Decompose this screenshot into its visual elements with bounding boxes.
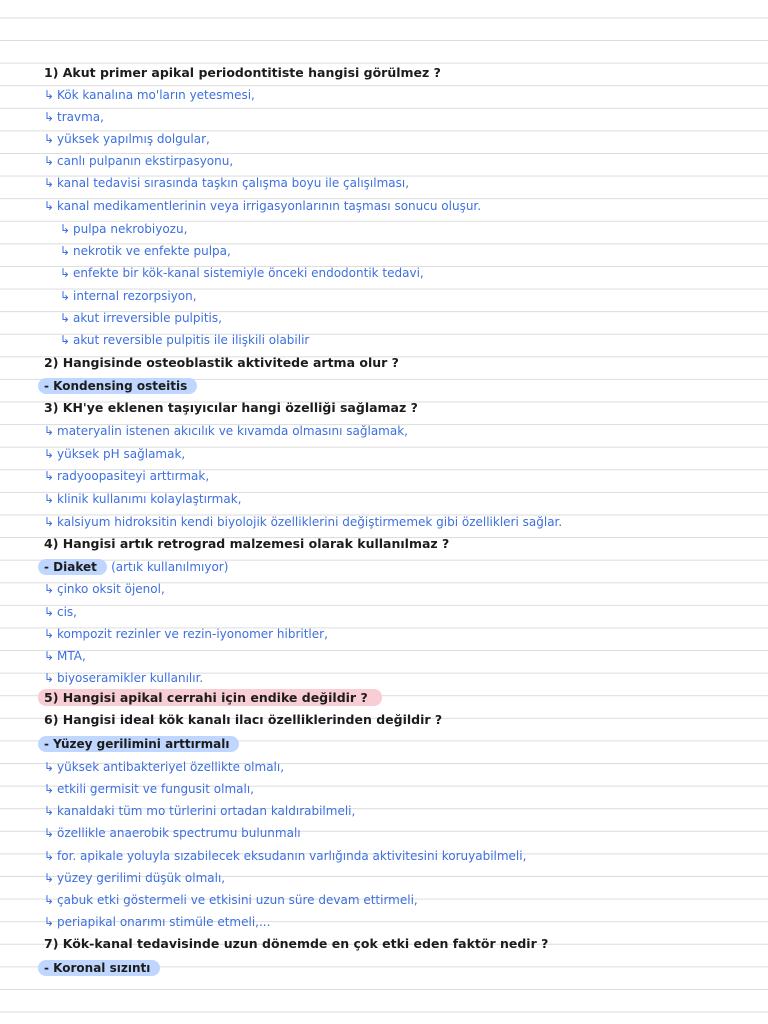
answer-item: ↳ kompozit rezinler ve rezin-iyonomer hibritler, xyxy=(44,623,768,645)
arrow-icon: ↳ xyxy=(44,915,55,929)
answer-item: ↳ materyalin istenen akıcılık ve kıvamda olmasını sağlamak, xyxy=(44,420,768,442)
answer-note: (artık kullanılmıyor) xyxy=(111,560,229,574)
arrow-icon: ↳ xyxy=(44,760,55,774)
arrow-icon: ↳ xyxy=(60,311,71,325)
arrow-icon: ↳ xyxy=(44,804,55,818)
answer-item: ↳ kalsiyum hidroksitin kendi biyolojik özelliklerini değiştirmemek gibi özellikleri sağlar. xyxy=(44,511,768,533)
answer-item: ↳ radyoopasiteyi arttırmak, xyxy=(44,465,768,487)
answer-item: ↳ for. apikale yoluyla sızabilecek eksudanın varlığında aktivitesini koruyabilmeli, xyxy=(44,845,768,867)
arrow-icon: ↳ xyxy=(44,469,55,483)
sub-answer-item: ↳ nekrotik ve enfekte pulpa, xyxy=(60,240,768,262)
arrow-icon: ↳ xyxy=(44,605,55,619)
sub-answer-item: ↳ akut reversible pulpitis ile ilişkili olabilir xyxy=(60,329,768,351)
answer-item: ↳ yüksek yapılmış dolgular, xyxy=(44,128,768,150)
arrow-icon: ↳ xyxy=(60,222,71,236)
answer-highlight: - Koronal sızıntı xyxy=(38,957,768,979)
answer-item: ↳ kanaldaki tüm mo türlerini ortadan kaldırabilmeli, xyxy=(44,800,768,822)
arrow-icon: ↳ xyxy=(60,333,71,347)
arrow-icon: ↳ xyxy=(44,871,55,885)
answer-item: ↳ travma, xyxy=(44,106,768,128)
answer-item: ↳ MTA, xyxy=(44,645,768,667)
answer-item: ↳ biyoseramikler kullanılır. xyxy=(44,667,768,689)
arrow-icon: ↳ xyxy=(44,110,55,124)
answer-item: ↳ kanal medikamentlerinin veya irrigasyonlarının taşması sonucu oluşur. xyxy=(44,195,768,217)
arrow-icon: ↳ xyxy=(44,849,55,863)
arrow-icon: ↳ xyxy=(44,199,55,213)
arrow-icon: ↳ xyxy=(44,582,55,596)
arrow-icon: ↳ xyxy=(44,515,55,529)
answer-item: ↳ klinik kullanımı kolaylaştırmak, xyxy=(44,488,768,510)
arrow-icon: ↳ xyxy=(44,649,55,663)
question-5: 5) Hangisi apikal cerrahi için endike değildir ? xyxy=(38,687,768,709)
arrow-icon: ↳ xyxy=(60,289,71,303)
arrow-icon: ↳ xyxy=(60,266,71,280)
answer-highlight: - Yüzey gerilimini arttırmalı xyxy=(38,733,768,755)
sub-answer-item: ↳ pulpa nekrobiyozu, xyxy=(60,218,768,240)
question-6: 6) Hangisi ideal kök kanalı ilacı özelliklerinden değildir ? xyxy=(44,712,443,727)
arrow-icon: ↳ xyxy=(44,627,55,641)
arrow-icon: ↳ xyxy=(44,132,55,146)
question-4: 4) Hangisi artık retrograd malzemesi olarak kullanılmaz ? xyxy=(44,536,450,551)
answer-item: ↳ periapikal onarımı stimüle etmeli,... xyxy=(44,911,768,933)
arrow-icon: ↳ xyxy=(44,176,55,190)
answer-highlight: - Kondensing osteitis xyxy=(38,375,768,397)
arrow-icon: ↳ xyxy=(44,447,55,461)
question-3: 3) KH'ye eklenen taşıyıcılar hangi özelliği sağlamaz ? xyxy=(44,400,418,415)
arrow-icon: ↳ xyxy=(44,154,55,168)
answer-highlight: - Diaket (artık kullanılmıyor) xyxy=(38,556,768,578)
arrow-icon: ↳ xyxy=(44,893,55,907)
answer-item: ↳ etkili germisit ve fungusit olmalı, xyxy=(44,778,768,800)
question-1: 1) Akut primer apikal periodontitiste hangisi görülmez ? xyxy=(44,65,441,80)
question-2: 2) Hangisinde osteoblastik aktivitede artma olur ? xyxy=(44,355,399,370)
answer-item: ↳ canlı pulpanın ekstirpasyonu, xyxy=(44,150,768,172)
answer-item: ↳ özellikle anaerobik spectrumu bulunmalı xyxy=(44,822,768,844)
answer-item: ↳ Kök kanalına mo'ların yetesmesi, xyxy=(44,84,768,106)
answer-item: ↳ yüksek pH sağlamak, xyxy=(44,443,768,465)
arrow-icon: ↳ xyxy=(44,88,55,102)
answer-item: ↳ cis, xyxy=(44,601,768,623)
answer-item: ↳ çinko oksit öjenol, xyxy=(44,578,768,600)
arrow-icon: ↳ xyxy=(44,782,55,796)
answer-item: ↳ çabuk etki göstermeli ve etkisini uzun süre devam ettirmeli, xyxy=(44,889,768,911)
sub-answer-item: ↳ enfekte bir kök-kanal sistemiyle önceki endodontik tedavi, xyxy=(60,262,768,284)
sub-answer-item: ↳ akut irreversible pulpitis, xyxy=(60,307,768,329)
arrow-icon: ↳ xyxy=(44,492,55,506)
arrow-icon: ↳ xyxy=(44,671,55,685)
answer-item: ↳ yüksek antibakteriyel özellikte olmalı, xyxy=(44,756,768,778)
question-7: 7) Kök-kanal tedavisinde uzun dönemde en çok etki eden faktör nedir ? xyxy=(44,936,549,951)
answer-item: ↳ yüzey gerilimi düşük olmalı, xyxy=(44,867,768,889)
answer-item: ↳ kanal tedavisi sırasında taşkın çalışma boyu ile çalışılması, xyxy=(44,172,768,194)
arrow-icon: ↳ xyxy=(44,424,55,438)
arrow-icon: ↳ xyxy=(60,244,71,258)
arrow-icon: ↳ xyxy=(44,826,55,840)
sub-answer-item: ↳ internal rezorpsiyon, xyxy=(60,285,768,307)
